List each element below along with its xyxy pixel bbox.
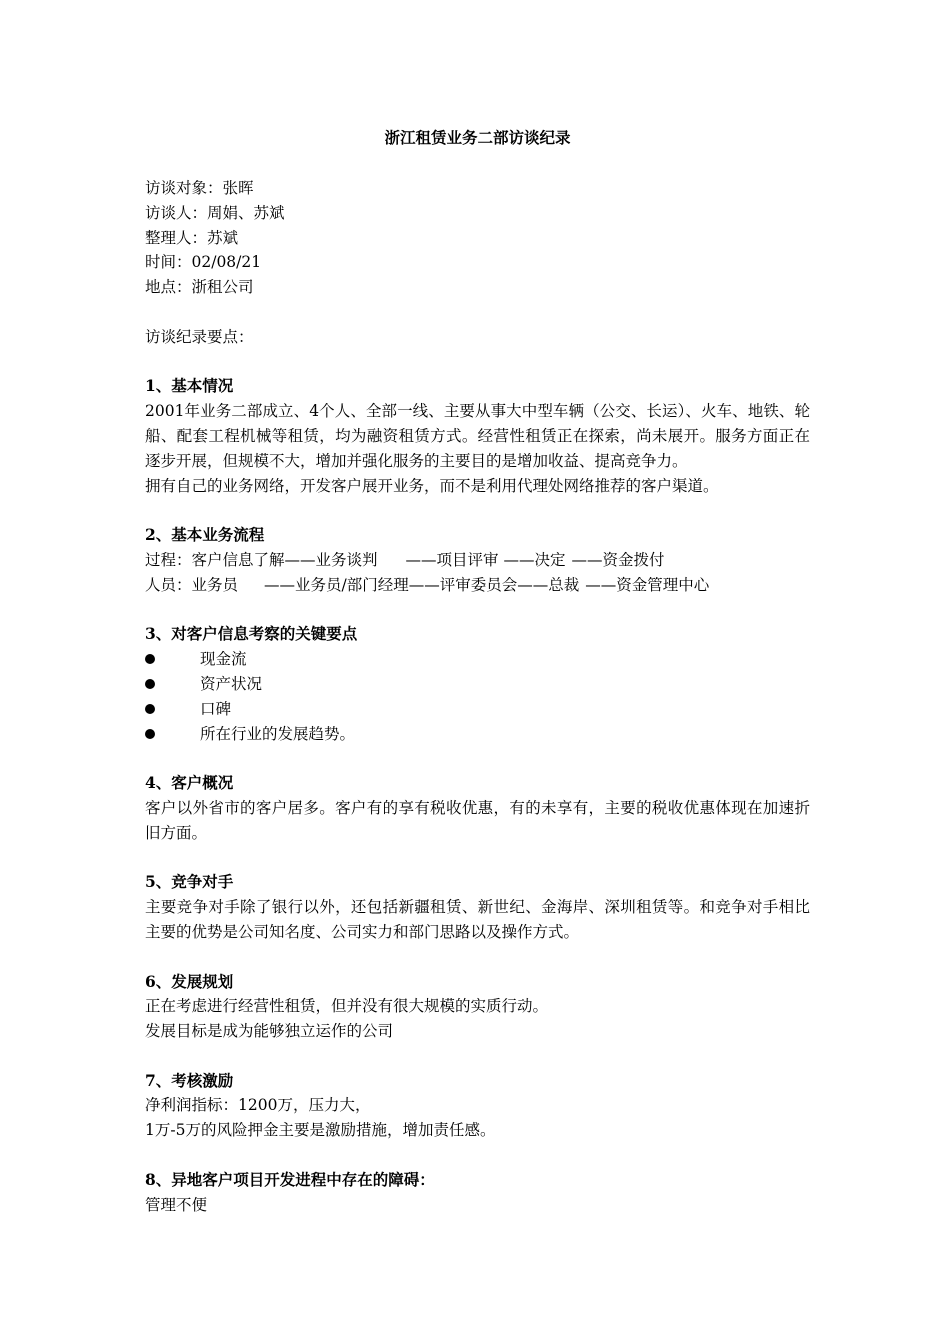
- meta-interviewee: 访谈对象：张晖: [145, 179, 254, 197]
- summary-label: 访谈纪录要点：: [145, 327, 254, 346]
- section-paragraph: 拥有自己的业务网络，开发客户展开业务，而不是利用代理处网络推荐的客户渠道。: [145, 476, 719, 495]
- people-line: [145, 573, 810, 598]
- spacer: [145, 846, 810, 871]
- section-heading: 1、基本情况: [145, 376, 234, 396]
- section-heading: 4、客户概况: [145, 773, 234, 793]
- section-remote-obstacles: [145, 1168, 810, 1218]
- section-line: 管理不便: [145, 1195, 208, 1214]
- document-page: [145, 128, 810, 1217]
- list-item-text: 所在行业的发展趋势。: [200, 724, 356, 743]
- section-heading: 2、基本业务流程: [145, 525, 265, 545]
- process-step-c: ——资金拨付: [571, 550, 665, 569]
- section-competitors: [145, 870, 810, 944]
- list-item: [145, 672, 810, 697]
- document-title: 浙江租赁业务二部访谈纪录: [384, 128, 571, 147]
- section-line: 正在考虑进行经营性租赁，但并没有很大规模的实质行动。: [145, 997, 549, 1016]
- section-heading: 6、发展规划: [145, 971, 234, 991]
- list-item: [145, 647, 810, 672]
- section-heading: 8、异地客户项目开发进程中存在的障碍：: [145, 1169, 435, 1189]
- list-item: [145, 722, 810, 747]
- bullet-dot-icon: [145, 647, 165, 672]
- list-item-text: 现金流: [200, 650, 247, 669]
- meta-place: 地点：浙租公司: [145, 278, 254, 297]
- meta-interviewers: 访谈人：周娟、苏斌: [145, 203, 285, 222]
- list-item-text: 资产状况: [200, 674, 263, 693]
- section-line: 发展目标是成为能够独立运作的公司: [145, 1022, 394, 1041]
- section-heading: 7、考核激励: [145, 1070, 234, 1090]
- section-heading: 3、对客户信息考察的关键要点: [145, 624, 358, 644]
- section-paragraph: 2001年业务二部成立、4个人、全部一线、主要从事大中型车辆（公交、长运）、火车、地铁、轮船、配套工程机械等租赁，均为融资租赁方式。经营性租赁正在探索，尚未展开。服务方面正在逐步开展，但规模不大，增加并强化服务的主要目的是增加收益、提高竞争力。: [145, 402, 810, 470]
- process-line: [145, 548, 810, 573]
- list-item-text: 口碑: [200, 699, 232, 718]
- meta-block: [145, 176, 810, 300]
- meta-time: 时间：02/08/21: [145, 253, 262, 272]
- section-paragraph: 客户以外省市的客户居多。客户有的享有税收优惠，有的未享有，主要的税收优惠体现在加速折旧方面。: [145, 798, 810, 842]
- people-step-a: 人员：业务员: [145, 575, 239, 594]
- section-line: 1万-5万的风险押金主要是激励措施，增加责任感。: [145, 1121, 496, 1140]
- section-line: 净利润指标：1200万，压力大，: [145, 1096, 371, 1115]
- list-item: [145, 697, 810, 722]
- spacer: [145, 598, 810, 623]
- bullet-dot-icon: [145, 672, 165, 697]
- spacer: [145, 746, 810, 771]
- people-step-b: ——业务员/部门经理——评审委员会——总裁: [264, 575, 580, 594]
- section-business-flow: [145, 523, 810, 597]
- section-basic-info: [145, 374, 810, 498]
- process-step-a: 过程：客户信息了解——业务谈判: [145, 550, 378, 569]
- people-step-c: ——资金管理中心: [585, 575, 710, 594]
- spacer: [145, 300, 810, 325]
- section-development-plan: [145, 970, 810, 1044]
- section-key-points: [145, 622, 810, 746]
- section-heading: 5、竞争对手: [145, 872, 234, 892]
- spacer: [145, 350, 810, 375]
- section-paragraph: 主要竞争对手除了银行以外，还包括新疆租赁、新世纪、金海岸、深圳租赁等。和竞争对手相比主要的优势是公司知名度、公司实力和部门思路以及操作方式。: [145, 898, 810, 941]
- section-assessment-incentive: [145, 1069, 810, 1143]
- bullet-dot-icon: [145, 722, 165, 747]
- spacer: [145, 1044, 810, 1069]
- spacer: [145, 945, 810, 970]
- section-customer-overview: [145, 771, 810, 845]
- spacer: [145, 1143, 810, 1168]
- process-step-b: ——项目评审 ——决定: [405, 550, 566, 569]
- meta-recorder: 整理人：苏斌: [145, 228, 239, 247]
- bullet-dot-icon: [145, 697, 165, 722]
- spacer: [145, 498, 810, 523]
